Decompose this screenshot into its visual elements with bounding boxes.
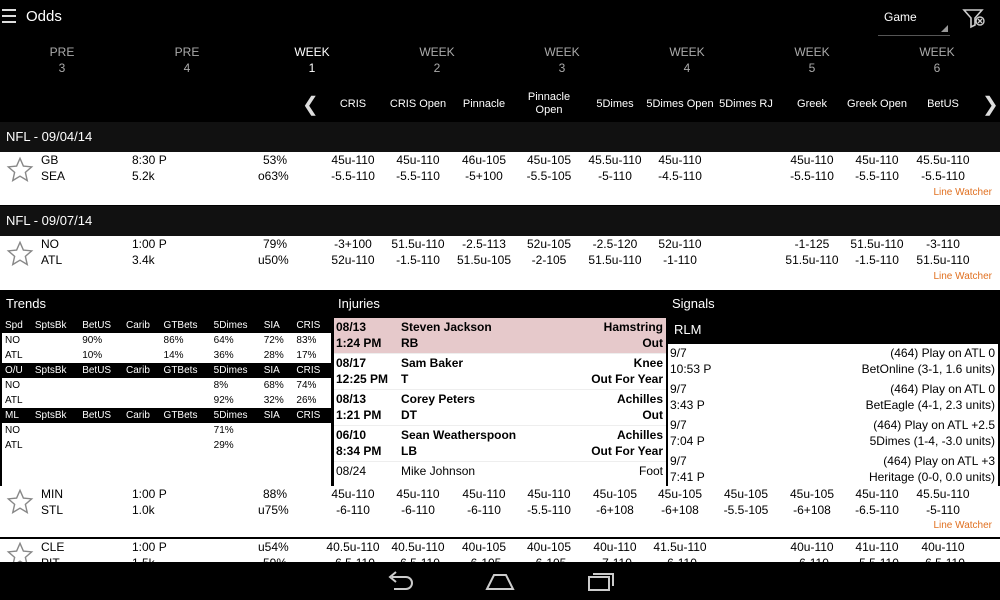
pct-away: 79% [263,237,288,251]
player-position: T [401,372,409,386]
injury-type: Hamstring [603,320,663,334]
odds-line: -5.5-110 [855,169,899,183]
odds-line: -6-110 [401,503,435,517]
trend-cell [161,378,211,393]
odds-line: 45.5u-110 [916,153,970,167]
odds-line: 45u-110 [527,487,571,501]
week-tab-week-4[interactable] [642,44,732,76]
trend-col: SptsBk [32,408,79,423]
trend-col: 5Dimes [211,363,261,378]
line-watcher-link[interactable]: Line Watcher [933,271,992,282]
injury-status: Out [642,336,663,350]
trends-section-header [2,408,331,423]
injury-date: 08/17 [336,356,367,370]
game-time: 1:00 P [132,487,167,501]
dropdown-triangle-icon [941,25,948,32]
injury-item[interactable] [334,318,666,354]
trend-row [2,438,331,453]
team-home: ATL [41,253,63,267]
pct-home: o63% [258,169,289,183]
book-column-5dimes-rj: 5Dimes RJ [719,97,773,110]
team-away: CLE [41,540,65,554]
game-type-dropdown[interactable] [878,6,950,36]
book-column-5dimes: 5Dimes [596,97,634,110]
trend-cell [79,423,123,438]
injury-status: Out [642,408,663,422]
player-position: RB [401,336,419,350]
odds-line: 45u-110 [331,487,375,501]
odds-line: 45u-110 [658,153,702,167]
trend-cell: 74% [296,380,317,391]
signal-item[interactable] [668,416,998,452]
odds-line: 45.5u-110 [916,487,970,501]
injury-type: Foot [638,464,663,478]
signal-source: 5Dimes (1-4, -3.0 units) [869,434,995,448]
trend-col: SIA [261,363,294,378]
book-column-cris-open: CRIS Open [389,97,447,110]
odds-line: 51.5u-110 [916,253,970,267]
trend-cell [79,438,123,453]
week-number: 1 [308,61,316,75]
pct-home: u75% [258,503,289,517]
week-name: WEEK [919,45,955,59]
odds-line: 45u-105 [592,487,638,501]
trend-col: SptsBk [32,318,79,333]
trends-panel [2,292,331,486]
trend-col: SIA [261,408,294,423]
bet-volume: 1.0k [132,503,155,517]
game-time: 8:30 P [132,153,167,167]
trend-col: SptsBk [32,363,79,378]
week-name: WEEK [419,45,455,59]
odds-line: -6-110 [336,503,370,517]
trend-cell: NO [5,335,20,346]
trend-cell: 17% [296,350,317,361]
week-tab-week-2[interactable] [392,44,482,76]
injury-time: 1:21 PM [336,408,382,422]
line-watcher-link[interactable]: Line Watcher [933,187,992,198]
odds-line: -2-105 [531,253,567,267]
trend-cell: ATL [5,395,23,406]
week-name: WEEK [294,45,330,59]
game-type-selected: Game [884,10,917,24]
week-name: WEEK [669,45,705,59]
week-number: 5 [808,61,816,75]
odds-line: -5+100 [465,169,503,183]
week-name: PRE [174,45,200,59]
odds-line: -5.5-110 [921,169,965,183]
odds-line: -5.5-110 [790,169,834,183]
signal-item[interactable] [668,344,998,380]
week-tab-pre-3[interactable] [17,44,107,76]
signal-play: (464) Play on ATL 0 [890,382,995,396]
injury-date: 06/10 [336,428,367,442]
bet-volume: 3.4k [132,253,155,267]
favorite-star-icon[interactable] [6,240,34,268]
signal-date: 9/7 [670,418,687,432]
week-number: 4 [183,61,191,75]
odds-line: -1.5-110 [396,253,440,267]
book-column-betus: BetUS [927,97,959,110]
week-name: WEEK [794,45,830,59]
odds-line: 45u-110 [790,153,834,167]
trend-cell [293,423,331,438]
odds-line: -5.5-110 [527,503,571,517]
trend-cell: 10% [82,350,103,361]
date-header: NFL - 09/04/14 [0,122,1000,152]
trend-row [2,423,331,438]
game-row-no-atl[interactable] [0,236,1000,290]
recent-apps-icon[interactable] [585,569,617,593]
line-watcher-link[interactable]: Line Watcher [933,520,992,531]
top-bar [0,0,1000,36]
book-column-greek: Greek [797,97,827,110]
week-tab-week-5[interactable] [767,44,857,76]
player-name: Sam Baker [401,356,464,370]
odds-line: 52u-105 [526,237,572,251]
odds-line: -5.5-110 [396,169,440,183]
injury-status: Out For Year [591,444,663,458]
trend-cell [161,393,211,408]
odds-line: 45u-110 [855,487,899,501]
team-away: GB [41,153,59,167]
signals-subtitle: RLM [668,318,998,344]
trend-cell [261,438,294,453]
trend-cell [123,348,161,363]
odds-line: 45u-105 [789,487,835,501]
odds-line: -2.5-120 [592,237,638,251]
bet-volume: 5.2k [132,169,155,183]
odds-line: 51.5u-110 [785,253,839,267]
odds-line: 45u-105 [723,487,769,501]
injury-date: 08/13 [336,392,367,406]
trend-cell: 14% [163,350,184,361]
book-column-greek-open: Greek Open [847,97,907,110]
odds-line: 51.5u-110 [588,253,642,267]
odds-line: 51.5u-110 [850,237,904,251]
book-column-pinnacle-open: Pinnacle Open [527,91,571,116]
odds-line: -5.5-110 [331,169,375,183]
odds-line: 40.5u-110 [391,540,445,554]
injury-type: Achilles [616,428,663,442]
player-name: Corey Peters [401,392,476,406]
date-header: NFL - 09/07/14 [0,206,1000,236]
trend-cell: 36% [213,350,234,361]
scroll-left-arrow-icon[interactable]: ❮ [302,94,319,116]
odds-line: -6+108 [596,503,634,517]
injury-item[interactable] [334,390,666,426]
trend-cell: 64% [213,335,234,346]
odds-line: -5-110 [598,169,632,183]
injury-type: Achilles [616,392,663,406]
game-time: 1:00 P [132,237,167,251]
odds-line: 40u-110 [593,540,637,554]
trend-cell: 92% [213,395,234,406]
week-tab-week-6[interactable] [892,44,982,76]
odds-line: 45u-105 [657,487,703,501]
odds-line: 51.5u-105 [456,253,512,267]
odds-line: -6+108 [793,503,831,517]
game-row-gb-sea[interactable] [0,152,1000,205]
book-column-pinnacle: Pinnacle [462,97,506,110]
odds-line: 40u-105 [526,540,572,554]
odds-line: -4.5-110 [658,169,702,183]
trend-cell: NO [5,425,20,436]
page-title: Odds [26,8,62,25]
injuries-title: Injuries [334,292,666,318]
signal-source: BetOnline (3-1, 1.6 units) [861,362,995,376]
trend-cell: 32% [263,395,284,406]
odds-line: -3+100 [334,237,372,251]
odds-line: -6.5-110 [855,503,899,517]
player-position: DT [401,408,417,422]
signal-date: 9/7 [670,454,687,468]
book-column-cris: CRIS [339,97,367,110]
trend-row [2,378,331,393]
signal-time: 10:53 P [670,362,712,376]
trend-cell [32,378,79,393]
pct-away: 88% [263,487,288,501]
player-name: Mike Johnson [401,464,476,478]
player-name: Sean Weatherspoon [401,428,517,442]
odds-line: 45u-110 [331,153,375,167]
week-number: 2 [433,61,441,75]
signal-play: (464) Play on ATL 0 [890,346,995,360]
team-home: SEA [41,169,66,183]
odds-line: -5.5-105 [526,169,572,183]
odds-line: 45u-110 [855,153,899,167]
odds-line: 45u-110 [396,487,440,501]
filter-icon[interactable] [962,7,986,29]
odds-line: 41u-110 [855,540,899,554]
week-tab-week-3[interactable] [517,44,607,76]
trends-title: Trends [2,292,331,318]
odds-line: 52u-110 [658,237,702,251]
odds-line: -3-110 [926,237,960,251]
trend-col: GTBets [161,363,211,378]
trend-cell: 68% [263,380,284,391]
back-icon[interactable] [384,569,416,593]
trend-col: Carib [123,363,161,378]
pct-home: u50% [258,253,289,267]
favorite-star-icon[interactable] [6,488,34,516]
trend-col: 5Dimes [211,408,261,423]
injury-time: 12:25 PM [336,372,389,386]
player-position: LB [401,444,417,458]
trend-cell: 72% [263,335,284,346]
trend-col: Carib [123,408,161,423]
signal-source: Heritage (0-0, 0.0 units) [868,470,995,484]
week-selector [0,36,1000,86]
trends-section-header [2,363,331,378]
odds-line: -6-110 [467,503,501,517]
pct-away: u54% [258,540,289,554]
book-column-5dimes-open: 5Dimes Open [646,97,714,110]
trend-cell: 29% [213,440,234,451]
signal-play: (464) Play on ATL +2.5 [873,418,995,432]
injuries-panel [334,292,666,486]
game-row-cle-pit[interactable] [0,539,1000,562]
trend-col: GTBets [161,408,211,423]
trend-cell [123,423,161,438]
signal-item[interactable] [668,380,998,416]
injury-date: 08/24 [336,464,367,478]
signal-source: BetEagle (4-1, 2.3 units) [865,398,995,412]
trend-section-label: ML [2,408,32,423]
hamburger-menu-icon[interactable] [2,9,16,23]
trend-row [2,333,331,348]
odds-line: 40u-110 [921,540,965,554]
odds-line: 40.5u-110 [326,540,380,554]
trend-col: BetUS [79,363,123,378]
pct-away: 53% [263,153,288,167]
trend-cell [32,438,79,453]
trend-cell [161,423,211,438]
favorite-star-icon[interactable] [6,156,34,184]
trend-section-label: O/U [2,363,32,378]
signals-panel [668,292,998,486]
game-row-min-stl[interactable] [0,486,1000,537]
odds-line: -6+108 [661,503,699,517]
odds-line: -2.5-113 [462,237,506,251]
trend-col: CRIS [293,408,331,423]
week-name: WEEK [544,45,580,59]
trend-cell [32,393,79,408]
trend-col: GTBets [161,318,211,333]
week-tab-week-1[interactable] [267,44,357,76]
trend-cell [123,438,161,453]
trend-cell [123,378,161,393]
trend-col: Carib [123,318,161,333]
signals-title: Signals [668,292,998,318]
trend-cell [261,423,294,438]
trend-col: 5Dimes [211,318,261,333]
injury-date: 08/13 [336,320,367,334]
signal-play: (464) Play on ATL +3 [883,454,995,468]
week-number: 3 [558,61,566,75]
trend-cell [123,393,161,408]
injury-type: Knee [633,356,663,370]
team-away: MIN [41,487,63,501]
trend-cell: 71% [213,425,234,436]
signal-date: 9/7 [670,382,687,396]
trend-col: SIA [261,318,294,333]
trend-row [2,393,331,408]
odds-line: -1-125 [794,237,830,251]
trend-cell: 26% [296,395,317,406]
trend-cell [32,423,79,438]
week-number: 6 [933,61,941,75]
signal-item[interactable] [668,452,998,488]
odds-line: 45u-105 [526,153,572,167]
signal-time: 7:41 P [670,470,705,484]
trend-cell [79,393,123,408]
team-away: NO [41,237,59,251]
trend-cell [123,333,161,348]
signal-date: 9/7 [670,346,687,360]
odds-line: 40u-105 [461,540,507,554]
odds-line: 45u-110 [396,153,440,167]
trend-cell [32,348,79,363]
trend-row [2,348,331,363]
odds-line: -1-110 [663,253,697,267]
scroll-right-arrow-icon[interactable]: ❯ [982,94,999,116]
odds-line: -5-110 [926,503,960,517]
trend-col: CRIS [293,363,331,378]
trend-cell: NO [5,380,20,391]
injury-time: 1:24 PM [336,336,382,350]
home-icon[interactable] [484,569,516,593]
odds-line: -5.5-105 [723,503,769,517]
odds-line: 40u-110 [790,540,834,554]
trend-col: CRIS [293,318,331,333]
trend-col: BetUS [79,318,123,333]
trends-table [2,318,331,453]
signal-time: 3:43 P [670,398,705,412]
team-home: STL [41,503,64,517]
week-number: 4 [683,61,691,75]
trend-col: BetUS [79,408,123,423]
injury-item[interactable] [334,354,666,390]
trend-cell [32,333,79,348]
sportsbook-header [0,86,1000,122]
trend-section-label: Spd [2,318,32,333]
trend-cell: 28% [263,350,284,361]
trend-cell: ATL [5,440,23,451]
injury-item[interactable] [334,426,666,462]
trend-cell: ATL [5,350,23,361]
injury-status: Out For Year [591,372,663,386]
week-number: 3 [58,61,66,75]
trend-cell [293,438,331,453]
game-time: 1:00 P [132,540,167,554]
trend-cell: 8% [213,380,229,391]
odds-line: 51.5u-110 [391,237,445,251]
odds-line: -1.5-110 [855,253,899,267]
trend-cell [161,438,211,453]
trend-cell: 86% [163,335,184,346]
week-name: PRE [49,45,75,59]
odds-line: 45u-110 [462,487,506,501]
signal-time: 7:04 P [670,434,705,448]
odds-line: 52u-110 [331,253,375,267]
system-nav-bar [0,562,1000,600]
odds-line: 46u-105 [461,153,507,167]
week-tab-pre-4[interactable] [142,44,232,76]
player-name: Steven Jackson [401,320,492,334]
trend-cell: 90% [82,335,103,346]
trends-section-header [2,318,331,333]
trend-cell: 83% [296,335,317,346]
odds-line: 45.5u-110 [588,153,642,167]
trend-cell [79,378,123,393]
injury-time: 8:34 PM [336,444,382,458]
odds-line: 41.5u-110 [653,540,707,554]
